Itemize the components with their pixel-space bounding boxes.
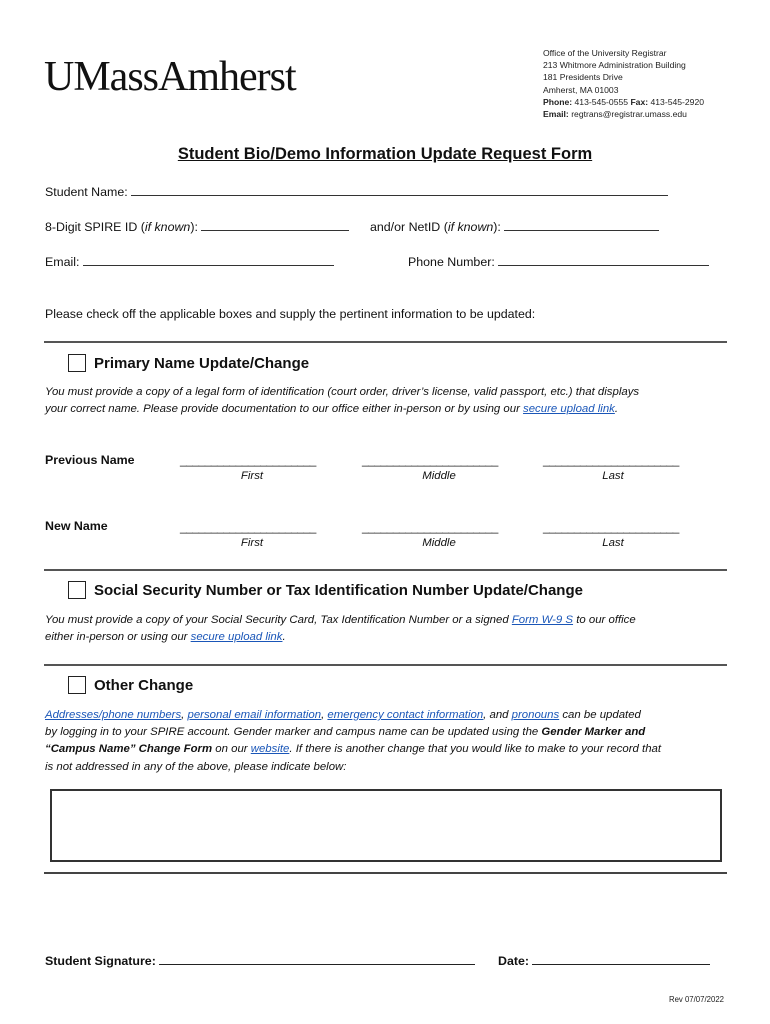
new-last-name-field[interactable]: ______________________ [543, 520, 679, 534]
netid-label-italic: if known [447, 220, 494, 234]
student-email-field[interactable] [83, 254, 334, 266]
netid-label-prefix: and/or NetID ( [370, 220, 448, 234]
email-label: Email: [543, 109, 569, 120]
instructions-text: Please check off the applicable boxes and supply the pertinent information to be updated: [45, 307, 536, 321]
address-line-building: 213 Whitmore Administration Building [543, 60, 686, 71]
netid-label-suffix: ): [493, 220, 501, 234]
address-line-street: 181 Presidents Drive [543, 72, 623, 83]
other-text-line2 [45, 724, 735, 741]
ssn-change-checkbox[interactable] [68, 581, 86, 599]
new-name-label: New Name [45, 519, 108, 533]
date-row [498, 953, 710, 968]
other-change-heading [68, 676, 193, 694]
new-first-name-field[interactable]: ______________________ [180, 520, 316, 534]
name-change-text-line2-body: your correct name. Please provide documentation to our office either in-person or by using our [45, 403, 524, 416]
umass-amherst-logo: UMassAmherst [44, 54, 296, 100]
previous-last-caption: Last [602, 470, 624, 482]
phone-number: 413-545-0555 [574, 96, 629, 107]
previous-middle-caption: Middle [422, 470, 456, 482]
spire-id-label-prefix: 8-Digit SPIRE ID ( [45, 220, 145, 234]
form-w9s-link[interactable]: Form W-9 S [511, 614, 574, 626]
fax-number: 413-545-2920 [650, 96, 705, 107]
registrar-address-block [543, 47, 704, 120]
spire-id-row [45, 219, 349, 234]
section-divider [44, 664, 727, 666]
personal-email-link[interactable]: personal email information [187, 709, 322, 721]
ssn-text-line1-body: You must provide a copy of your Social Security Card, Tax Identification Number or a signed [45, 614, 512, 626]
address-line-city: Amherst, MA 01003 [543, 84, 619, 95]
ssn-text-line2 [45, 629, 735, 646]
other-text-line1 [45, 707, 735, 724]
name-change-text-line1: You must provide a copy of a legal form of identification (court order, driver’s license, valid passport, etc.) that displays [45, 386, 640, 398]
address-line-phone-fax [543, 96, 704, 108]
address-line-email [543, 108, 704, 120]
form-title: Student Bio/Demo Information Update Request Form [177, 145, 593, 163]
signature-row [45, 953, 475, 968]
ssn-text-line2-end: . [282, 631, 286, 644]
other-change-instructions [45, 707, 735, 776]
student-signature-field[interactable] [159, 953, 475, 965]
ssn-text-line1-end: to our office [573, 614, 636, 626]
previous-middle-name-field[interactable]: ______________________ [362, 453, 498, 467]
student-name-label: Student Name: [45, 185, 128, 199]
revision-date: Rev 07/07/2022 [668, 995, 724, 1004]
netid-row [370, 219, 659, 234]
other-sep3: , and [483, 709, 512, 721]
name-change-heading-text: Primary Name Update/Change [94, 355, 310, 372]
registrar-email: regtrans@registrar.umass.edu [571, 109, 687, 120]
other-line3-mid: on our [212, 743, 251, 756]
phone-row [408, 254, 709, 269]
other-line3-end: . If there is another change that you would like to make to your record that [289, 743, 662, 756]
student-email-label: Email: [45, 255, 80, 269]
phone-number-label: Phone Number: [408, 255, 495, 269]
spire-id-label-suffix: ): [190, 220, 198, 234]
fax-label: Fax: [630, 96, 649, 107]
other-line2-body: by logging in to your SPIRE account. Gender marker and campus name can be updated using the [45, 726, 542, 739]
name-change-heading [68, 354, 309, 372]
previous-name-label: Previous Name [45, 453, 135, 467]
previous-first-caption: First [240, 470, 264, 482]
other-change-heading-text: Other Change [94, 677, 194, 694]
section-divider [44, 872, 727, 874]
other-change-textbox[interactable] [50, 789, 722, 862]
gender-marker-form-name: Gender Marker and [541, 726, 646, 739]
section-divider [44, 341, 727, 343]
secure-upload-link[interactable]: secure upload link [190, 631, 283, 644]
new-last-caption: Last [602, 537, 624, 549]
secure-upload-link[interactable]: secure upload link [523, 403, 615, 416]
emergency-contact-link[interactable]: emergency contact information [327, 709, 484, 721]
email-row [45, 254, 334, 269]
other-line1-end: can be updated [559, 709, 641, 721]
ssn-text-line1 [45, 612, 735, 629]
ssn-change-instructions [45, 612, 735, 646]
new-middle-name-field[interactable]: ______________________ [362, 520, 498, 534]
date-field[interactable] [532, 953, 710, 965]
other-text-line4: is not addressed in any of the above, please indicate below: [45, 760, 347, 773]
phone-number-field[interactable] [498, 254, 709, 266]
addresses-phone-link[interactable]: Addresses/phone numbers [45, 709, 182, 721]
ssn-change-heading-text: Social Security Number or Tax Identification Number Update/Change [94, 582, 583, 599]
ssn-change-heading [68, 581, 583, 599]
pronouns-link[interactable]: pronouns [511, 709, 560, 721]
section-divider [44, 569, 727, 571]
address-line-office: Office of the University Registrar [543, 48, 667, 58]
other-sep1: , [181, 709, 188, 721]
student-name-field[interactable] [131, 184, 668, 196]
name-change-instructions [45, 384, 735, 418]
campus-name-form-name: “Campus Name” Change Form [45, 743, 213, 756]
spire-id-label-italic: if known [144, 220, 191, 234]
name-change-text-line2 [45, 401, 735, 418]
new-first-caption: First [240, 537, 264, 549]
new-middle-caption: Middle [422, 537, 456, 549]
other-text-line3 [45, 741, 735, 758]
other-change-checkbox[interactable] [68, 676, 86, 694]
netid-field[interactable] [504, 219, 659, 231]
previous-last-name-field[interactable]: ______________________ [543, 453, 679, 467]
name-change-text-line2-end: . [614, 403, 619, 416]
date-label: Date: [498, 954, 529, 968]
phone-label: Phone: [543, 96, 573, 107]
ssn-text-line2-body: either in-person or using our [45, 631, 191, 644]
other-sep2: , [321, 709, 328, 721]
student-name-row [45, 184, 668, 199]
spire-id-field[interactable] [201, 219, 349, 231]
previous-first-name-field[interactable]: ______________________ [180, 453, 316, 467]
name-change-checkbox[interactable] [68, 354, 86, 372]
student-signature-label: Student Signature: [45, 954, 156, 968]
website-link[interactable]: website [250, 743, 290, 756]
